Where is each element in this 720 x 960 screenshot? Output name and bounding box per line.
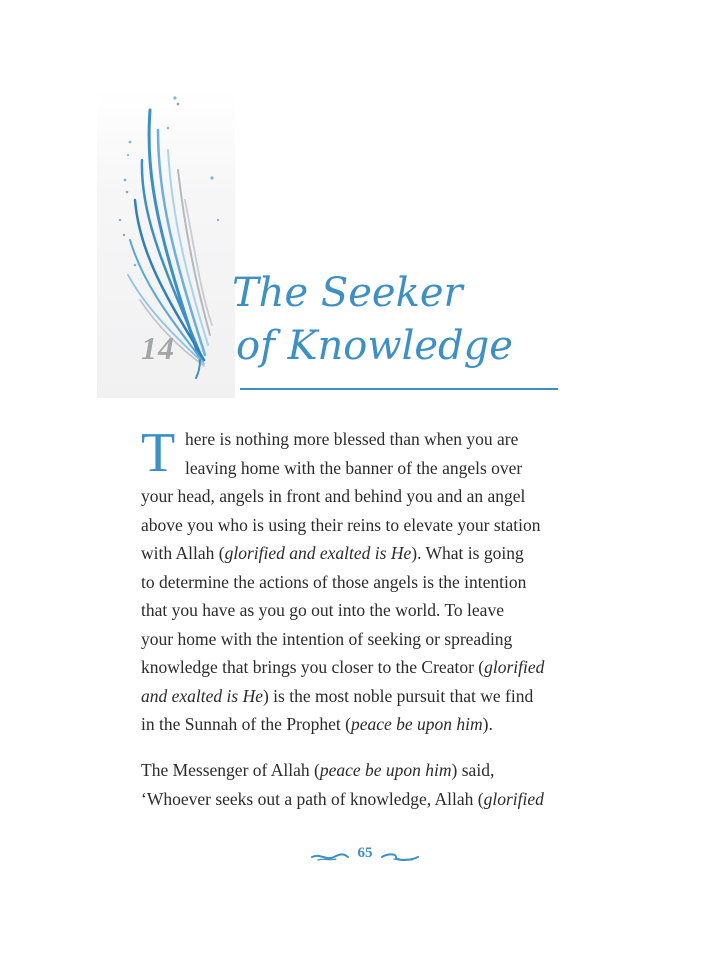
chapter-title-line-1: The Seeker — [232, 270, 463, 316]
paragraph-1-line: above you who is using their reins to elevate your station — [141, 514, 541, 535]
paragraph-1-line — [141, 539, 571, 568]
text-run: knowledge that brings you closer to the Creator ( — [141, 657, 485, 677]
paragraph-1-line: your home with the intention of seeking or spreading — [141, 628, 513, 649]
right-swirl-icon — [380, 851, 420, 863]
paragraph-1-line — [141, 682, 571, 711]
text-run: in the Sunnah of the Prophet ( — [141, 714, 351, 734]
title-underline-rule — [240, 388, 558, 390]
paragraph-1-line: your head, angels in front and behind you and an angel — [141, 486, 526, 506]
drop-cap: T — [141, 422, 176, 484]
chapter-title-line-2: of Knowledge — [236, 323, 513, 369]
page-folio — [300, 843, 430, 869]
honorific-italic: glorified — [483, 788, 544, 809]
paragraph-2 — [141, 756, 571, 813]
text-run: ‘Whoever seeks out a path of knowledge, Allah ( — [141, 788, 484, 809]
paragraph-1-line: to determine the actions of those angels is the intention — [141, 571, 527, 592]
text-run: ) said, — [451, 760, 495, 780]
text-run: ). What is going — [411, 543, 524, 563]
paragraph-1-line: leaving home with the banner of the angels over — [185, 457, 523, 478]
text-run: The Messenger of Allah ( — [141, 760, 320, 780]
honorific-italic: glorified — [484, 657, 545, 677]
paragraph-2-line — [141, 756, 571, 785]
honorific-italic: glorified and exalted is He — [224, 543, 412, 563]
honorific-italic: peace be upon him — [350, 714, 483, 734]
paragraph-1-line — [141, 710, 571, 739]
paragraph-1-line: that you have as you go out into the world. To leave — [141, 600, 504, 620]
paragraph-2-line — [141, 785, 571, 814]
paragraph-1-line: here is nothing more blessed than when you are — [185, 429, 519, 449]
text-run: with Allah ( — [141, 543, 225, 563]
paragraph-1 — [141, 422, 571, 739]
honorific-italic: peace be upon him — [319, 760, 452, 780]
honorific-italic: and exalted is He — [141, 685, 263, 706]
text-run: ). — [482, 714, 493, 734]
page-number: 65 — [357, 845, 373, 861]
text-run: ) is the most noble pursuit that we find — [262, 685, 534, 706]
chapter-number: 14 — [141, 330, 175, 366]
paragraph-1-line — [141, 653, 571, 682]
